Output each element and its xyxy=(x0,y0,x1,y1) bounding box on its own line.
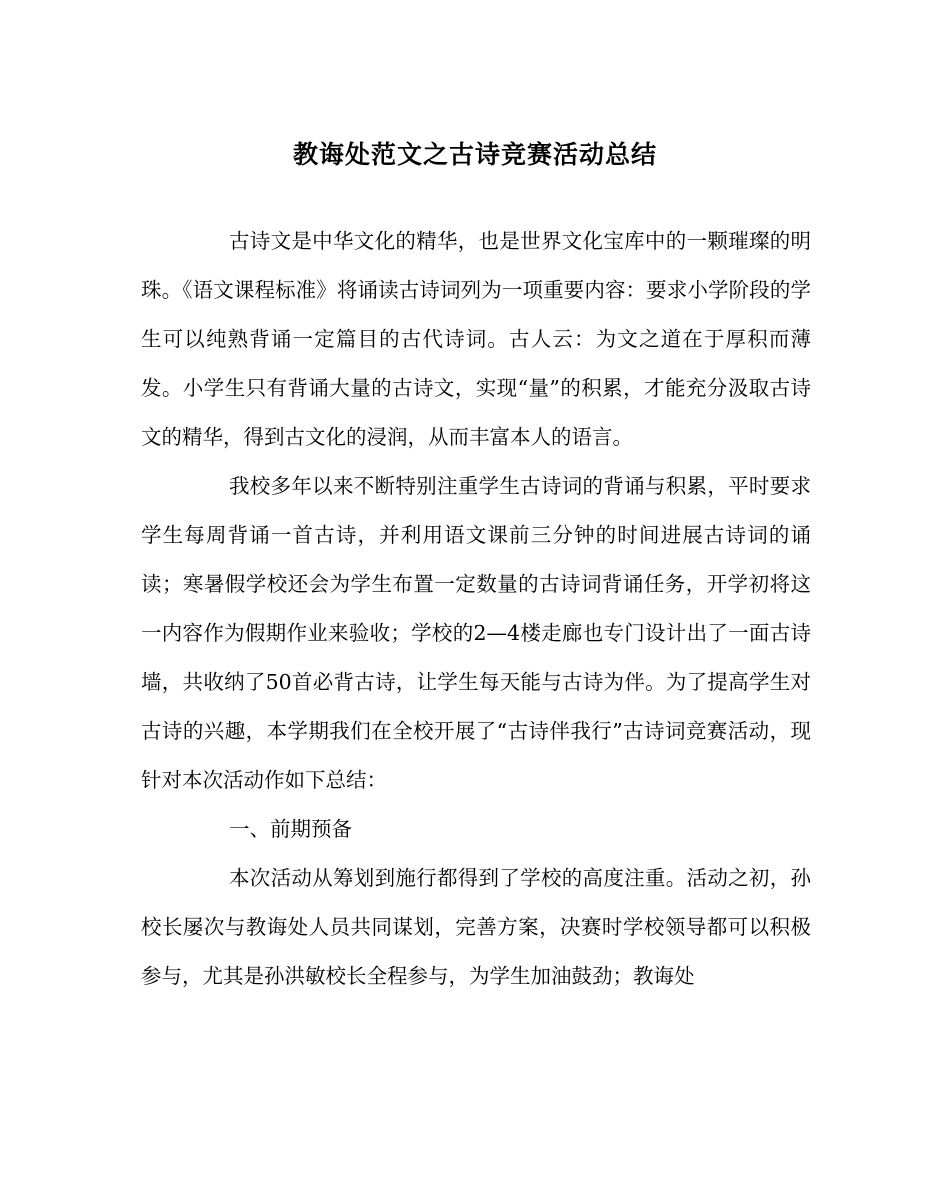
paragraph-preparation: 本次活动从筹划到施行都得到了学校的高度注重。活动之初，孙校长屡次与教诲处人员共同谋划，完善方案，决赛时学校领导都可以积极参与，尤其是孙洪敏校长全程参与，为学生加油鼓劲；教诲处 xyxy=(141,866,811,988)
paragraph-intro: 古诗文是中华文化的精华，也是世界文化宝库中的一颗璀璨的明珠。《语文课程标准》将诵读古诗词列为一项重要内容：要求小学阶段的学生可以纯熟背诵一定篇目的古代诗词。古人云：为文之道在于厚积而薄发。小学生只有背诵大量的古诗文，实现“量”的积累，才能充分汲取古诗文的精华，得到古文化的浸润，从而丰富本人的语言。 xyxy=(141,229,811,449)
document-body xyxy=(141,217,811,1001)
document-title: 教诲处范文之古诗竞赛活动总结 xyxy=(292,140,657,169)
section-heading-preparation: 一、前期预备 xyxy=(229,817,352,841)
paragraph-school-practice: 我校多年以来不断特别注重学生古诗词的背诵与积累，平时要求学生每周背诵一首古诗，并利用语文课前三分钟的时间进展古诗词的诵读；寒暑假学校还会为学生布置一定数量的古诗词背诵任务，开学初将这一内容作为假期作业来验收；学校的2—4楼走廊也专门设计出了一面古诗墙，共收纳了50首必背古诗，让学生每天能与古诗为伴。为了提高学生对古诗的兴趣，本学期我们在全校开展了“古诗伴我行”古诗词竞赛活动，现针对本次活动作如下总结： xyxy=(141,474,811,792)
